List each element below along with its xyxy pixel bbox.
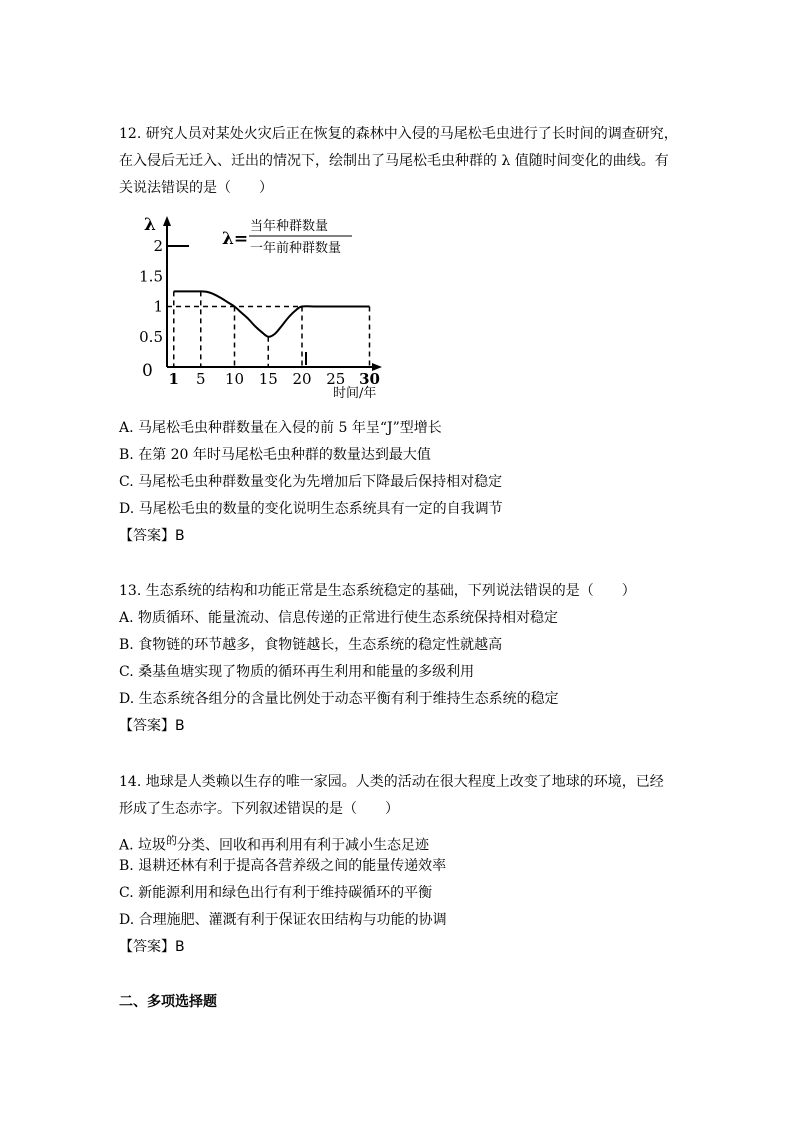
q13-option-d: D. 生态系统各组分的含量比例处于动态平衡有利于维持生态系统的稳定: [119, 691, 559, 707]
q13-option-b: B. 食物链的环节越多，食物链越长，生态系统的稳定性就越高: [119, 637, 503, 653]
y-axis-label: λ: [144, 215, 156, 235]
q14-option-a: [119, 831, 429, 856]
q12-text-line-2: 在入侵后无迁入、迁出的情况下，绘制出了马尾松毛虫种群的 λ 值随时间变化的曲线。有: [119, 153, 669, 169]
q12-option-d: D. 马尾松毛虫的数量的变化说明生态系统具有一定的自我调节: [119, 501, 503, 517]
q13-answer: 【答案】B: [119, 718, 185, 734]
x-tick-label-10: 10: [224, 370, 245, 388]
q13-option-a: A. 物质循环、能量流动、信息传递的正常进行使生态系统保持相对稳定: [119, 610, 559, 626]
q14-text-line-2: 形成了生态赤字。下列叙述错误的是（ ）: [119, 801, 399, 817]
lambda-chart: [130, 212, 400, 402]
q14-option-b: B. 退耕还林有利于提高各营养级之间的能量传递效率: [119, 858, 447, 874]
y-tick-label-1-5: 1.5: [139, 267, 163, 286]
formula-denominator: 一年前种群数量: [250, 241, 342, 256]
q12-text-line-1: 12. 研究人员对某处火灾后正在恢复的森林中入侵的马尾松毛虫进行了长时间的调查研究，: [119, 126, 678, 142]
x-tick-label-20: 20: [292, 370, 312, 388]
formula-lhs: λ=: [222, 229, 249, 249]
x-tick-label-15: 15: [258, 370, 278, 388]
x-tick-label-25: 25: [326, 370, 346, 388]
q14-option-a-pre: A. 垃圾: [119, 837, 167, 854]
x-tick-label-5: 5: [195, 370, 206, 388]
y-tick-label-2: 2: [153, 237, 163, 255]
q13-option-c: C. 桑基鱼塘实现了物质的循环再生利用和能量的多级利用: [119, 664, 475, 680]
y-axis-arrow: [163, 216, 171, 226]
q14-option-c: C. 新能源利用和绿色出行有利于维持碳循环的平衡: [119, 885, 433, 901]
q12-option-a: A. 马尾松毛虫种群数量在入侵的前 5 年呈“J”型增长: [119, 420, 442, 436]
q12-text-line-3: 关说法错误的是（ ）: [119, 180, 273, 196]
x-tick-label-1: 1: [168, 370, 179, 388]
q14-text-line-1: 14. 地球是人类赖以生存的唯一家园。人类的活动在很大程度上改变了地球的环境，已经: [119, 774, 664, 790]
formula-numerator: 当年种群数量: [250, 219, 329, 234]
q12-option-c: C. 马尾松毛虫种群数量变化为先增加后下降最后保持相对稳定: [119, 474, 503, 490]
lambda-curve: [174, 291, 370, 336]
q12-option-b: B. 在第 20 年时马尾松毛虫种群的数量达到最大值: [119, 447, 431, 463]
origin-label: 0: [142, 361, 153, 381]
y-tick-label-1: 1: [153, 297, 163, 316]
q12-answer: 【答案】B: [119, 528, 185, 544]
x-tick-label-30: 30: [359, 370, 380, 388]
q14-answer: 【答案】B: [119, 939, 185, 955]
x-axis-label: 时间/年: [333, 386, 377, 401]
q14-option-a-sup: 的: [166, 834, 178, 847]
dashed-guides: [167, 291, 370, 367]
q13-text-line-1: 13. 生态系统的结构和功能正常是生态系统稳定的基础，下列说法错误的是（ ）: [119, 583, 636, 599]
section-title: 二、多项选择题: [119, 994, 217, 1010]
y-tick-label-0-5: 0.5: [139, 327, 163, 346]
q14-option-a-post: 分类、回收和再利用有利于减小生态足迹: [177, 837, 430, 854]
q14-option-d: D. 合理施肥、灌溉有利于保证农田结构与功能的协调: [119, 912, 447, 928]
